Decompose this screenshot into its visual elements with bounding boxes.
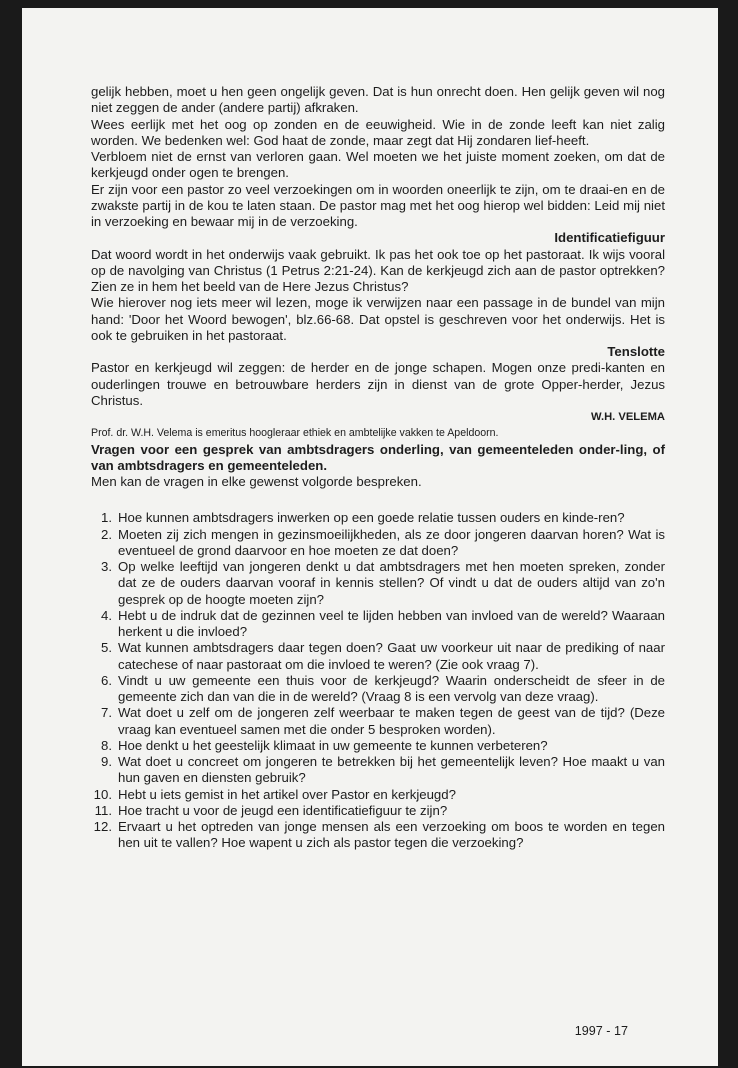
list-item xyxy=(91,803,665,819)
question-text: Hebt u de indruk dat de gezinnen veel te lijden hebben van invloed van de wereld? Waaraan herkent u die invloed? xyxy=(118,607,665,639)
article-paragraph: Wie hierover nog iets meer wil lezen, moge ik verwijzen naar een passage in de bundel van mijn hand: 'Door het Woord bewogen', blz.66-68. Dat opstel is geschreven voor het onderwijs. Het is ook te gebruiken in het pastoraat. xyxy=(91,295,665,343)
question-text: Vindt u uw gemeente een thuis voor de kerkjeugd? Waarin onderscheidt de sfeer in de gemeente zich dan van die in de wereld? (Vraag 8 is een vervolg van deze vraag). xyxy=(118,672,665,704)
page-number: 1997 - 17 xyxy=(574,1024,628,1038)
questions-list xyxy=(91,510,665,851)
list-item xyxy=(91,787,665,803)
question-number: 6. xyxy=(101,672,112,688)
list-item xyxy=(91,640,665,673)
list-item xyxy=(91,527,665,560)
question-number: 4. xyxy=(101,607,112,623)
article-paragraph: Er zijn voor een pastor zo veel verzoekingen om in woorden oneerlijk te zijn, om te draai-en en de zwakste partij in de kou te laten staan. De pastor mag met het oog hierop wel bidden: Leid mij niet in verzoeking en bewaar mij in de verzoeking. xyxy=(91,181,665,229)
question-number: 3. xyxy=(101,559,112,574)
section-heading-identificatiefiguur: Identificatiefiguur xyxy=(554,230,665,246)
questions-intro: Men kan de vragen in elke gewenst volgorde bespreken. xyxy=(91,474,422,489)
document-page xyxy=(22,8,718,1066)
section-heading-tenslotte: Tenslotte xyxy=(607,344,665,359)
question-text: Hebt u iets gemist in het artikel over Pastor en kerkjeugd? xyxy=(118,786,456,802)
question-number: 9. xyxy=(101,754,112,769)
list-item xyxy=(91,559,665,608)
list-item xyxy=(91,608,665,641)
article-paragraph: gelijk hebben, moet u hen geen ongelijk geven. Dat is hun onrecht doen. Hen gelijk geven wil nog niet zeggen de ander (andere partij) afkraken. xyxy=(91,84,665,116)
list-item xyxy=(91,738,665,754)
article-paragraph: Pastor en kerkjeugd wil zeggen: de herder en de jonge schapen. Mogen onze predi-kanten en ouderlingen trouwe en betrouwbare herders zijn in dienst van de grote Opper-herder, Jezus Christus. xyxy=(91,360,665,408)
question-text: Ervaart u het optreden van jonge mensen als een verzoeking om boos te worden en tegen hen uit te vallen? Hoe wapent u zich als pastor tegen die verzoeking? xyxy=(118,819,665,851)
list-item xyxy=(91,510,665,526)
list-item xyxy=(91,819,665,852)
question-text: Hoe denkt u het geestelijk klimaat in uw gemeente te kunnen verbeteren? xyxy=(118,737,548,753)
list-item xyxy=(91,705,665,738)
article-paragraph: Verbloem niet de ernst van verloren gaan. Wel moeten we het juiste moment zoeken, om dat de kerkjeugd onder ogen te brengen. xyxy=(91,149,665,181)
list-item xyxy=(91,673,665,706)
question-text: Op welke leeftijd van jongeren denkt u dat ambtsdragers met hen moeten spreken, zonder dat ze de ouders daarvan vooraf in kennis stellen? Of vindt u dat de ouders altijd van zo'n gesprek op de hoogte moeten zijn? xyxy=(118,559,665,607)
questions-title: Vragen voor een gesprek van ambtsdragers onderling, van gemeenteleden onder-ling, of van ambtsdragers en gemeenteleden. xyxy=(91,441,665,473)
question-number: 8. xyxy=(101,737,112,753)
question-number: 1. xyxy=(101,510,112,526)
question-text: Hoe kunnen ambtsdragers inwerken op een goede relatie tussen ouders en kinde-ren? xyxy=(118,510,625,526)
article-paragraph: Wees eerlijk met het oog op zonden en de eeuwigheid. Wie in de zonde leeft kan niet zalig worden. We bedenken wel: God haat de zonde, maar zegt dat Hij zondaren lief-heeft. xyxy=(91,116,665,148)
question-number: 5. xyxy=(101,640,112,656)
question-number: 2. xyxy=(101,526,112,542)
question-number: 11. xyxy=(94,802,112,818)
question-number: 10. xyxy=(93,786,112,802)
text-column xyxy=(91,84,665,852)
author-signature: W.H. VELEMA xyxy=(591,411,665,423)
question-text: Wat doet u concreet om jongeren te betrekken bij het gemeentelijk leven? Hoe maakt u van hun gaven en diensten gebruik? xyxy=(118,754,665,786)
author-note: Prof. dr. W.H. Velema is emeritus hoogleraar ethiek en ambtelijke vakken te Apeldoorn. xyxy=(91,427,499,440)
question-text: Moeten zij zich mengen in gezinsmoeilijkheden, als ze door jongeren daarvan horen? Wat is eventueel de grond daarvoor en hoe moeten ze dat doen? xyxy=(118,526,665,558)
article-paragraph: Dat woord wordt in het onderwijs vaak gebruikt. Ik pas het ook toe op het pastoraat. Ik wijs vooral op de navolging van Christus (1 Petrus 2:21-24). Kan de kerkjeugd zich aan de pastor optrekken? Zien ze in hem het beeld van de Here Jezus Christus? xyxy=(91,246,665,294)
question-text: Wat doet u zelf om de jongeren zelf weerbaar te maken tegen de geest van de tijd? (Deze vraag kan eventueel samen met die onder 5 besproken worden). xyxy=(118,705,665,737)
question-number: 12. xyxy=(93,819,112,834)
question-number: 7. xyxy=(101,705,112,721)
question-text: Hoe tracht u voor de jeugd een identificatiefiguur te zijn? xyxy=(118,802,448,818)
question-text: Wat kunnen ambtsdragers daar tegen doen? Gaat uw voorkeur uit naar de prediking of naar catechese of naar pastoraat om die invloed te weren? (Zie ook vraag 7). xyxy=(118,640,665,672)
list-item xyxy=(91,754,665,787)
